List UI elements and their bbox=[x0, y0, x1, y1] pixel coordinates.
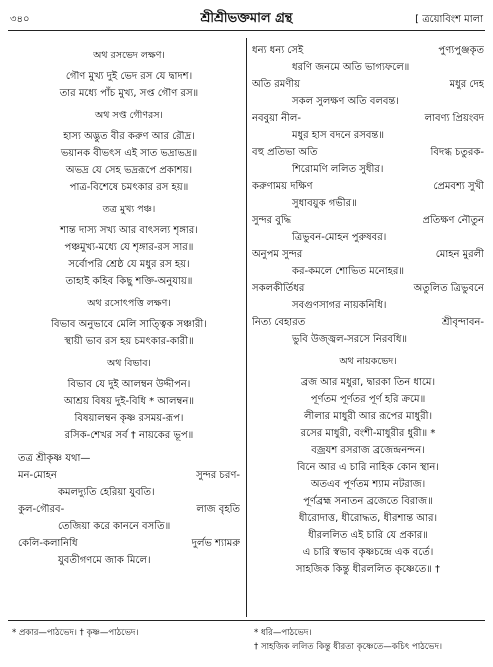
verse-line: সবগুণসাগর নায়কনিধি। bbox=[292, 300, 387, 311]
verse-line: অতএব পূর্ণতম শ্যাম নটরাজ। bbox=[310, 479, 426, 490]
verse-line: গৌণ মুখ্য দুই ভেদ রস যে দ্বাদশ। bbox=[65, 71, 193, 82]
footnote-right bbox=[254, 626, 442, 654]
verse-line bbox=[18, 501, 240, 518]
verse-part: মন-মোহন bbox=[18, 470, 57, 481]
verse-line: স্থায়ী ভাব রস হয় চমৎকার-কারী॥ bbox=[64, 336, 194, 347]
verse-line: বিষয়ালম্বন কৃষ্ণ রসময়-রূপ। bbox=[74, 413, 184, 424]
verse-line: ভুবি উজ্জ্বল-সরসে নিরবধি॥ bbox=[292, 334, 408, 345]
verse-line: অভদ্র যে সেহ ভদ্ররূপে প্রকাশয়। bbox=[65, 165, 193, 176]
verse-line: তাহাই কহিব কিছু শক্তি-অনুযায়॥ bbox=[65, 276, 193, 287]
verse-part: পুণ্যপুঞ্জকৃত bbox=[438, 45, 484, 56]
footnote-right-1: * ধরি—পাঠভেদ। bbox=[254, 628, 312, 638]
verse-line: মধুর হাস বদনে রসবন্ত॥ bbox=[292, 130, 384, 141]
section-heading: তত্র মুখ্য পঞ্চ। bbox=[102, 204, 156, 215]
verse-part: কেলি-কলানিধি bbox=[18, 538, 78, 549]
verse-part: বিদগ্ধ চতুরক- bbox=[430, 147, 484, 158]
page-number: ৩৪০ bbox=[10, 14, 30, 25]
footnote-rule bbox=[8, 620, 485, 621]
header-rule bbox=[8, 30, 485, 31]
verse-intro: তত্র শ্রীকৃষ্ণ যথা— bbox=[18, 453, 91, 464]
verse-line: বিভাব অনুভাবে মেলি সাত্ত্বিক সঞ্চারী। bbox=[51, 319, 207, 330]
verse-part: ধন্য ধন্য সেই bbox=[252, 45, 304, 56]
section-heading: অথ বিভাব। bbox=[107, 358, 151, 369]
verse-line: এ চারি স্বভাব কৃষ্ণচন্দ্রে এক বর্তে। bbox=[302, 547, 434, 558]
verse-line bbox=[252, 76, 484, 93]
verse-line: কর-কমলে শোভিত মনোহর॥ bbox=[292, 266, 405, 277]
section-heading: অথ রসোৎপত্তি লক্ষণ। bbox=[87, 298, 171, 309]
verse-line bbox=[252, 110, 484, 127]
verse-line bbox=[252, 144, 484, 161]
verse-line: লীলার মাধুরী আর রূপের মাধুরী। bbox=[303, 411, 433, 422]
verse-line: শিরোমণি ললিত সুধীর। bbox=[292, 164, 384, 175]
verse-line: ধীরললিত এই চারি যে প্রকার॥ bbox=[308, 530, 428, 541]
verse-line: পূর্ণতম পূর্ণতর পূর্ণ হরি ক্রমে॥ bbox=[310, 394, 426, 405]
verse-line: সুধাবয়ুক গভীর॥ bbox=[292, 198, 357, 209]
verse-line: ধীরোদাত্ত, ধীরোদ্ধত, ধীরশান্ত আর। bbox=[298, 513, 438, 524]
verse-line: ত্রিভুবন-মোহন পুরুষবর। bbox=[292, 232, 387, 243]
verse-line: যুবতীগণমে জাক মিলে। bbox=[58, 555, 151, 566]
verse-line: রসের মাধুরী, বংশী-মাধুরীর ধুরী॥ * bbox=[300, 428, 436, 439]
verse-line bbox=[252, 280, 484, 297]
section-heading: অথ সপ্ত গৌণরস। bbox=[95, 110, 163, 121]
verse-part: সকলকীর্তিধর bbox=[252, 283, 305, 294]
verse-line: বিভাব যে দুই আলম্বন উদ্দীপন। bbox=[67, 379, 191, 390]
verse-part: অতি রমণীয় bbox=[252, 79, 301, 90]
verse-part: মোহন মুরলী bbox=[435, 249, 484, 260]
verse-line bbox=[18, 467, 240, 484]
verse-part: সুন্দর বুদ্ধি bbox=[252, 215, 292, 226]
verse-line: পাত্র-বিশেষে চমৎকার রস হয়॥ bbox=[69, 182, 189, 193]
verse-line bbox=[252, 246, 484, 263]
verse-line: পঞ্চমুখ্য-মধ্যে যে শৃঙ্গার-রস সার॥ bbox=[64, 242, 194, 253]
verse-line: শান্ত দাস্য সখ্য আর বাৎসল্য শৃঙ্গার। bbox=[60, 225, 198, 236]
verse-line: তার মধ্যে পাঁচ মুখ্য, সপ্ত গৌণ রস॥ bbox=[59, 88, 199, 99]
section-heading: অথ নায়কভেদ। bbox=[339, 356, 397, 367]
verse-part: প্রতিক্ষণ নৌতুন bbox=[422, 215, 484, 226]
verse-line: বজ্রযশ রসরাজ ব্রজেন্দ্রনন্দন। bbox=[311, 445, 425, 456]
verse-line bbox=[18, 535, 240, 552]
verse-part: মধুর দেহ bbox=[449, 79, 484, 90]
verse-line: রসিক-শেখর সর্ব † নায়কের ভূপ॥ bbox=[64, 430, 194, 441]
verse-line: ধরণি জনমে অতি ভাগ্যফলে॥ bbox=[292, 62, 410, 73]
verse-line bbox=[252, 212, 484, 229]
verse-line: ভয়ানক বীভৎস এই সাত ভদ্রাভদ্র॥ bbox=[60, 148, 198, 159]
verse-part: অনুপম সুন্দর bbox=[252, 249, 303, 260]
column-divider bbox=[246, 38, 247, 617]
verse-line: সকল সুলক্ষণ অতি বলবন্ত। bbox=[292, 96, 399, 107]
verse-part: অতুলিত ত্রিভুবনে bbox=[413, 283, 484, 294]
section-heading: অথ রসভেদ লক্ষণ। bbox=[93, 50, 165, 61]
verse-part: দুর্লভ শ্যামরু bbox=[191, 538, 240, 549]
verse-part: বহু প্রতিভা অতি bbox=[252, 147, 318, 158]
verse-part: প্রেমবশ্য সুখী bbox=[433, 181, 484, 192]
verse-line: তেজিয়া করে কাননে বসতি॥ bbox=[58, 521, 171, 532]
verse-line: পূর্ণব্রহ্ম সনাতন ব্রজেতে বিরাজ॥ bbox=[303, 496, 433, 507]
verse-line bbox=[252, 314, 484, 331]
verse-line: আশ্রয় বিষয় দুই-বিধি * আলম্বন॥ bbox=[64, 396, 194, 407]
verse-line: সাহজিক কিন্তু ধীরললিত কৃষ্ণেতে॥ † bbox=[295, 564, 441, 575]
verse-line: হাস্য অদ্ভুত বীর করুণ আর রৌদ্র। bbox=[63, 131, 195, 142]
right-column bbox=[252, 42, 484, 578]
chapter-label: [ ত্রয়োবিংশ মালা bbox=[415, 14, 483, 25]
verse-line: কমলদ্যুতি হেরিয়া যুবতি। bbox=[58, 487, 155, 498]
verse-part: নিত্য বেহারত bbox=[252, 317, 306, 328]
verse-part: সুন্দর চরণ- bbox=[196, 470, 240, 481]
verse-line: বিনে আর এ চারি নাহিক কোন স্থান। bbox=[297, 462, 439, 473]
verse-line bbox=[252, 178, 484, 195]
verse-part: লাজ বৃহতি bbox=[196, 504, 240, 515]
footnote-right-2: † সাহজিক ললিত কিন্তু ধীরতা কৃষ্ণেতে—কচিৎ পাঠভেদ। bbox=[254, 642, 442, 652]
left-column bbox=[18, 42, 240, 569]
running-header bbox=[10, 8, 483, 28]
verse-part: করুণাময় দক্ষিণ bbox=[252, 181, 313, 192]
footnote-left: * প্রকার—পাঠভেদ। † কৃষ্ণ—পাঠভেদ। bbox=[12, 628, 139, 638]
verse-part: লাবণ্য প্রিয়ংবদ bbox=[424, 113, 484, 124]
book-title: শ্রীশ্রীভক্তমাল গ্রন্থ bbox=[200, 11, 293, 26]
verse-part: শ্রীবৃন্দাবন- bbox=[441, 317, 484, 328]
verse-line bbox=[252, 42, 484, 59]
verse-part: কুল-গৌরব- bbox=[18, 504, 65, 515]
verse-part: নববুয়া নীল- bbox=[252, 113, 301, 124]
verse-line: সর্বোপরি শ্রেষ্ঠ যে মধুর রস হয়। bbox=[68, 259, 190, 270]
verse-line: ব্রজ আর মধুরা, দ্বারকা তিন ধামে। bbox=[300, 377, 436, 388]
